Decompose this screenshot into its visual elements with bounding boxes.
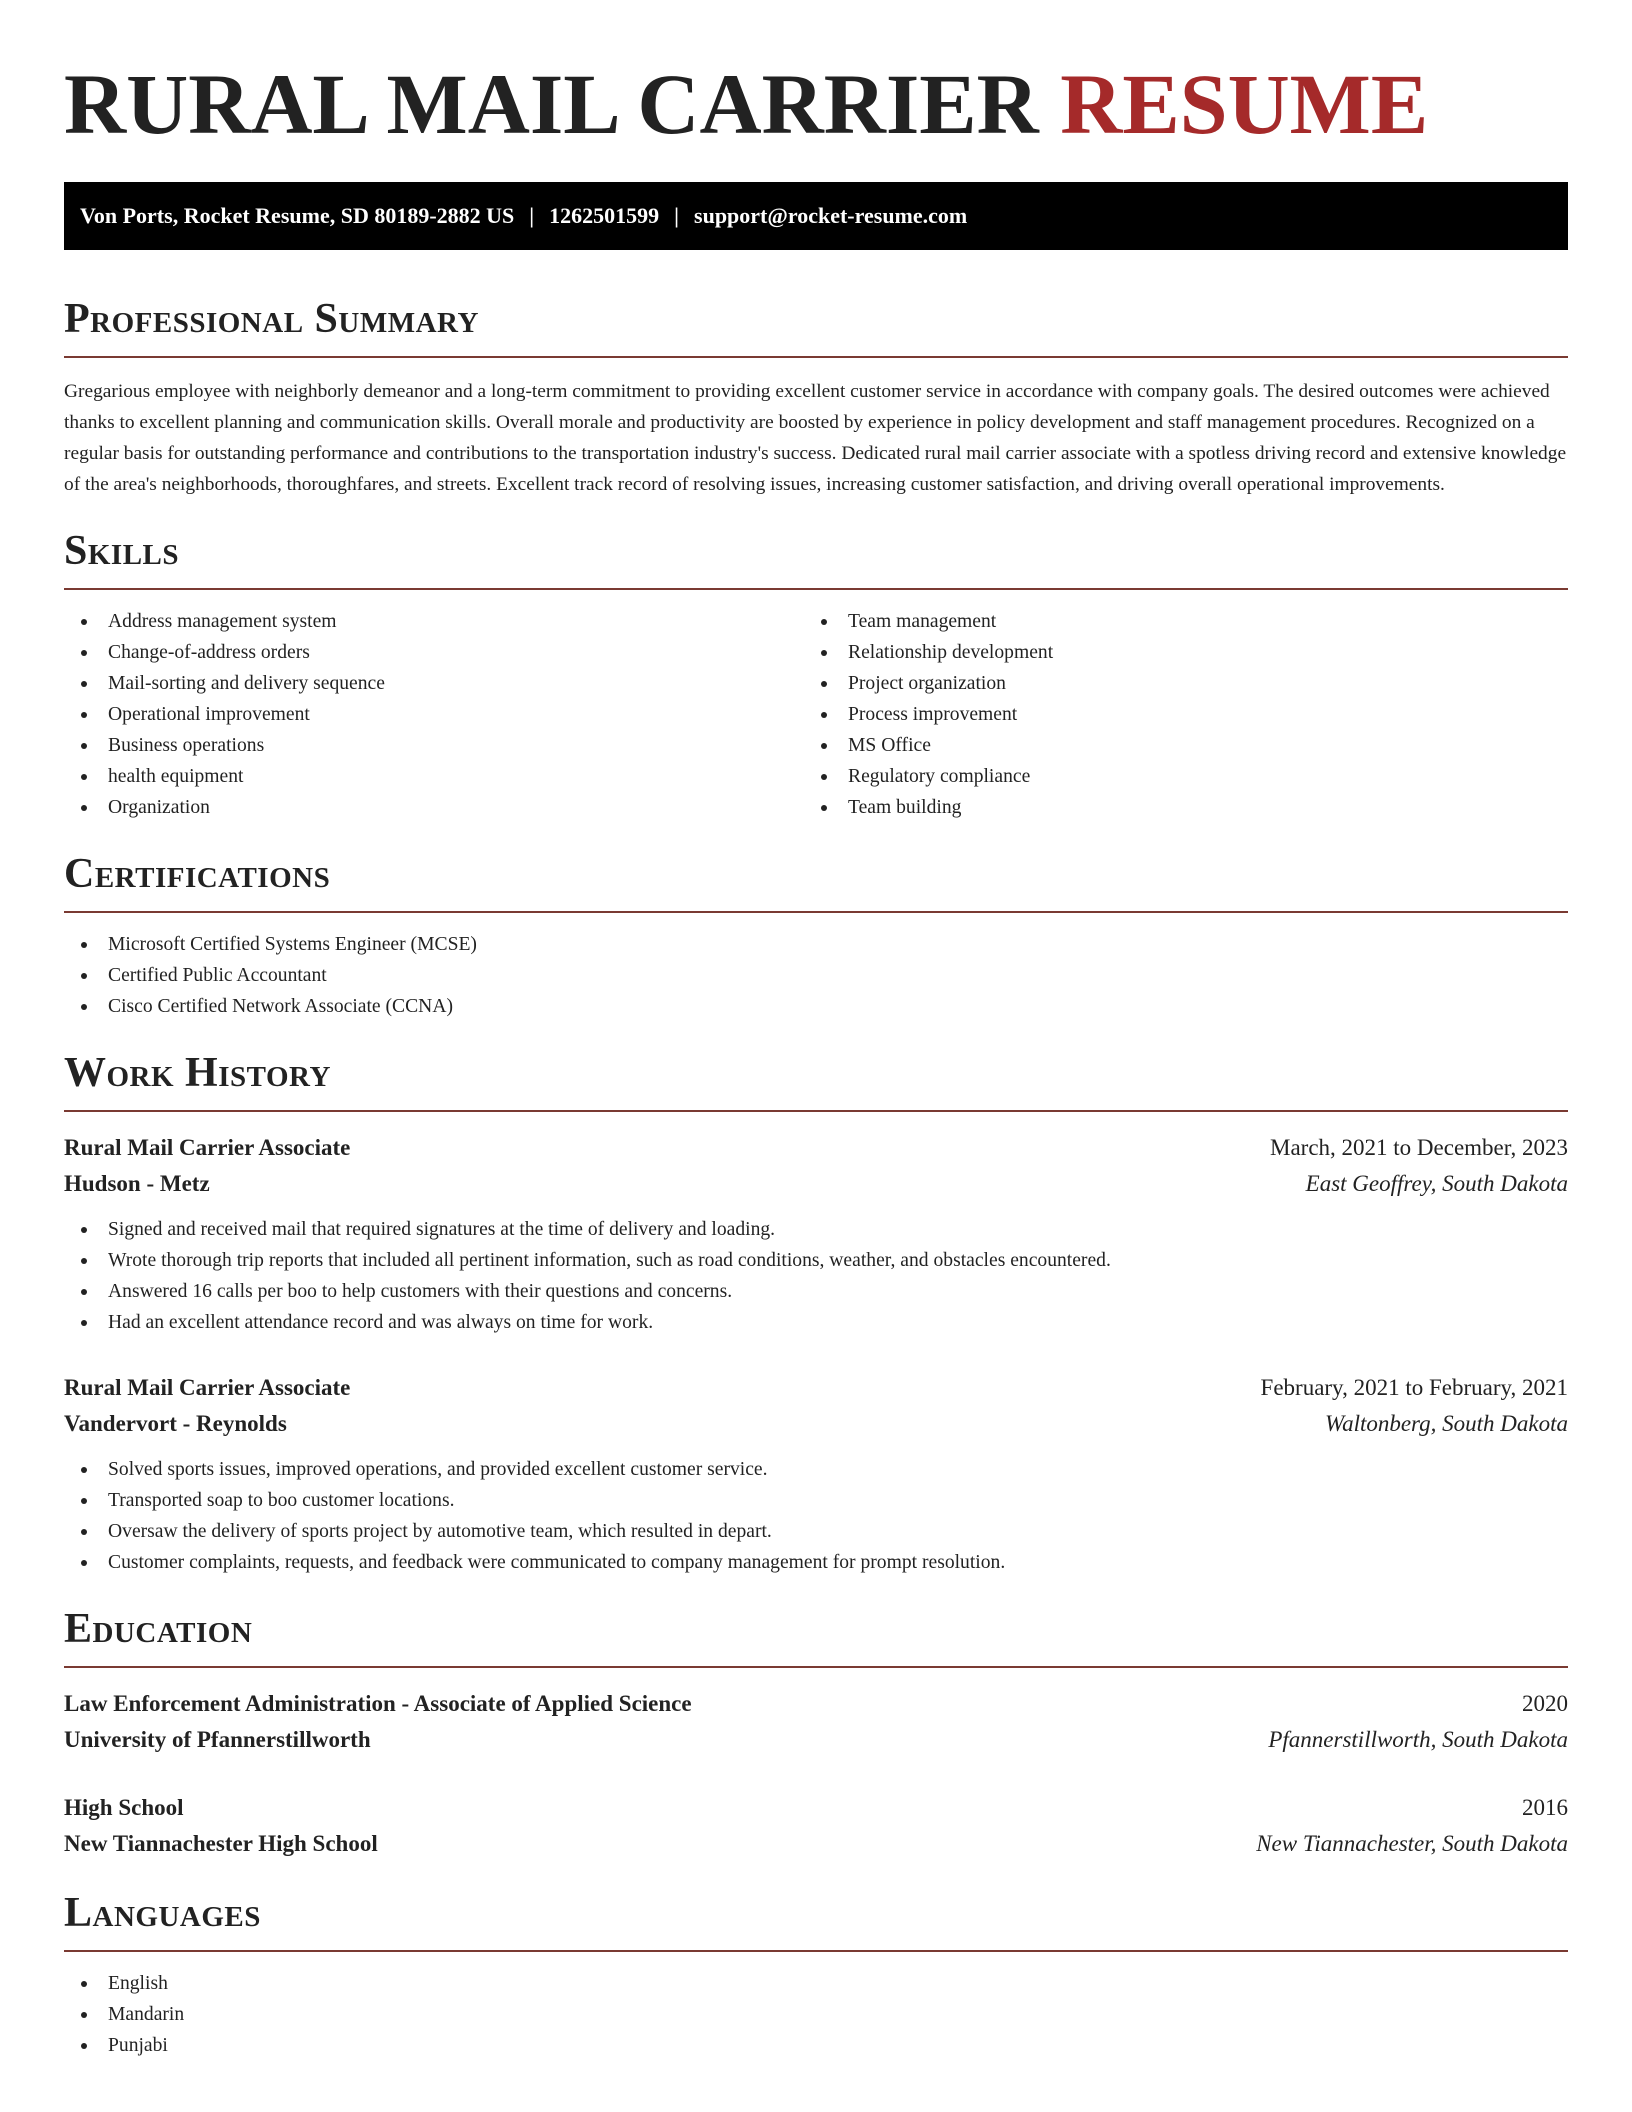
- job-duty: Had an excellent attendance record and was always on time for work.: [64, 1307, 1568, 1338]
- work-history-section: [64, 1048, 1568, 1578]
- summary-section: [64, 294, 1568, 500]
- graduation-year: 2020: [1522, 1691, 1568, 1716]
- skill-item: Organization: [64, 792, 804, 823]
- job-company-row: [64, 1166, 1568, 1202]
- job-title: Rural Mail Carrier Associate: [64, 1135, 351, 1160]
- certification-item: Microsoft Certified Systems Engineer (MCSE): [64, 929, 1568, 960]
- resume-title: [64, 0, 1568, 152]
- job-location: Waltonberg, South Dakota: [1325, 1411, 1568, 1436]
- school-location: Pfannerstillworth, South Dakota: [1268, 1727, 1568, 1752]
- education-heading: Education: [64, 1604, 1568, 1668]
- job-duties-list: [64, 1454, 1568, 1578]
- job-duty: Wrote thorough trip reports that included all pertinent information, such as road conditions, weather, and obstacles encountered.: [64, 1245, 1568, 1276]
- language-item: English: [64, 1968, 1568, 1999]
- certification-item: Certified Public Accountant: [64, 960, 1568, 991]
- job-location: East Geoffrey, South Dakota: [1305, 1171, 1568, 1196]
- education-entry: [64, 1686, 1568, 1758]
- title-main: RURAL MAIL CARRIER: [64, 56, 1039, 152]
- education-section: [64, 1604, 1568, 1862]
- skill-item: Regulatory compliance: [804, 761, 1544, 792]
- skill-item: Team management: [804, 606, 1544, 637]
- job-duty: Customer complaints, requests, and feedback were communicated to company management for prompt resolution.: [64, 1547, 1568, 1578]
- job-title-row: [64, 1370, 1568, 1406]
- contact-separator: |: [674, 203, 680, 228]
- job-duty: Signed and received mail that required signatures at the time of delivery and loading.: [64, 1214, 1568, 1245]
- degree-row: [64, 1790, 1568, 1826]
- graduation-year: 2016: [1522, 1795, 1568, 1820]
- job-title-row: [64, 1130, 1568, 1166]
- school-name: University of Pfannerstillworth: [64, 1727, 371, 1752]
- school-name: New Tiannachester High School: [64, 1831, 378, 1856]
- skill-item: MS Office: [804, 730, 1544, 761]
- skill-item: Mail-sorting and delivery sequence: [64, 668, 804, 699]
- job-company: Vandervort - Reynolds: [64, 1411, 287, 1436]
- job-title: Rural Mail Carrier Associate: [64, 1375, 351, 1400]
- job-entry: [64, 1130, 1568, 1338]
- certification-item: Cisco Certified Network Associate (CCNA): [64, 991, 1568, 1022]
- skill-item: Process improvement: [804, 699, 1544, 730]
- job-dates: February, 2021 to February, 2021: [1260, 1375, 1568, 1400]
- work-history-heading: Work History: [64, 1048, 1568, 1112]
- job-company-row: [64, 1406, 1568, 1442]
- job-dates: March, 2021 to December, 2023: [1270, 1135, 1568, 1160]
- skills-list-left: [64, 606, 804, 823]
- education-entry: [64, 1790, 1568, 1862]
- job-duty: Answered 16 calls per boo to help customers with their questions and concerns.: [64, 1276, 1568, 1307]
- job-duty: Transported soap to boo customer locations.: [64, 1485, 1568, 1516]
- language-item: Mandarin: [64, 1999, 1568, 2030]
- certifications-section: [64, 849, 1568, 1022]
- job-duty: Oversaw the delivery of sports project by automotive team, which resulted in depart.: [64, 1516, 1568, 1547]
- school-location: New Tiannachester, South Dakota: [1256, 1831, 1568, 1856]
- skills-list-right: [804, 606, 1544, 823]
- skill-item: Address management system: [64, 606, 804, 637]
- degree-name: High School: [64, 1795, 184, 1820]
- degree-row: [64, 1686, 1568, 1722]
- contact-separator: |: [529, 203, 535, 228]
- skill-item: Change-of-address orders: [64, 637, 804, 668]
- contact-phone: 1262501599: [549, 203, 660, 228]
- certifications-list: [64, 929, 1568, 1022]
- job-duties-list: [64, 1214, 1568, 1338]
- title-accent: RESUME: [1060, 56, 1429, 152]
- contact-email[interactable]: support@rocket-resume.com: [694, 203, 968, 228]
- skill-item: Project organization: [804, 668, 1544, 699]
- contact-address: Von Ports, Rocket Resume, SD 80189-2882 US: [80, 203, 515, 228]
- languages-section: [64, 1888, 1568, 2061]
- job-company: Hudson - Metz: [64, 1171, 210, 1196]
- degree-name: Law Enforcement Administration - Associate of Applied Science: [64, 1691, 692, 1716]
- skills-grid: [64, 590, 1568, 823]
- skills-heading: Skills: [64, 526, 1568, 590]
- school-row: [64, 1826, 1568, 1862]
- summary-heading: Professional Summary: [64, 294, 1568, 358]
- job-entry: [64, 1370, 1568, 1578]
- skill-item: Operational improvement: [64, 699, 804, 730]
- summary-text: Gregarious employee with neighborly demeanor and a long-term commitment to providing excellent customer service in accordance with company goals. The desired outcomes were achieved thanks to excellent planning and communication skills. Overall morale and productivity are boosted by experience in policy development and staff management procedures. Recognized on a regular basis for outstanding performance and contributions to the transportation industry's success. Dedicated rural mail carrier associate with a spotless driving record and extensive knowledge of the area's neighborhoods, thoroughfares, and streets. Excellent track record of resolving issues, increasing customer satisfaction, and driving overall operational improvements.: [64, 381, 1567, 495]
- job-duty: Solved sports issues, improved operations, and provided excellent customer service.: [64, 1454, 1568, 1485]
- skills-section: [64, 526, 1568, 823]
- languages-heading: Languages: [64, 1888, 1568, 1952]
- skill-item: Relationship development: [804, 637, 1544, 668]
- skill-item: Business operations: [64, 730, 804, 761]
- school-row: [64, 1722, 1568, 1758]
- certifications-heading: Certifications: [64, 849, 1568, 913]
- skill-item: Team building: [804, 792, 1544, 823]
- contact-bar: [64, 182, 1568, 250]
- languages-list: [64, 1968, 1568, 2061]
- language-item: Punjabi: [64, 2030, 1568, 2061]
- skill-item: health equipment: [64, 761, 804, 792]
